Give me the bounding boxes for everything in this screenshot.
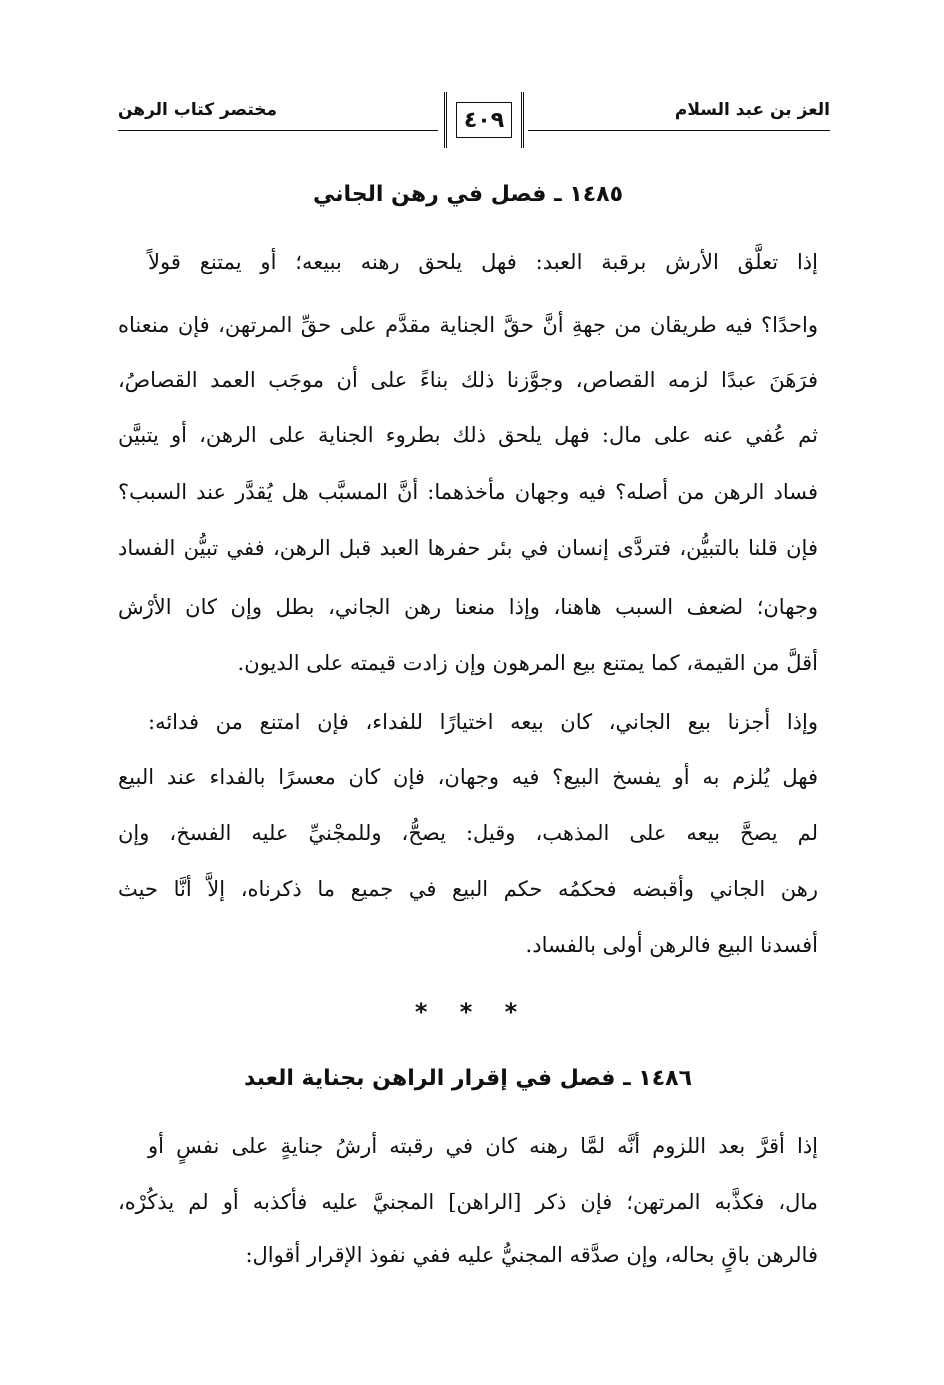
section-divider-ornament: * * *	[414, 998, 530, 1026]
text-line: إذا تعلَّق الأرش برقبة العبد: فهل يلحق رهنه ببيعه؛ أو يمتنع قولاً	[148, 250, 818, 274]
text-line: فرَهَنَ عبدًا لزمه القصاص، وجوَّزنا ذلك بناءً على أن موجَب العمد القصاصُ،	[118, 368, 818, 392]
text-line: فساد الرهن من أصله؟ فيه وجهان مأخذهما: أنَّ المسبَّب هل يُقدَّر عند السبب؟	[118, 480, 818, 504]
text-line: واحدًا؟ فيه طريقان من جهةِ أنَّ حقَّ الجناية مقدَّم على حقِّ المرتهن، فإن منعناه	[118, 313, 818, 337]
text-line: رهن الجاني وأقبضه فحكمُه حكم البيع في جميع ما ذكرناه، إلاَّ أنَّا حيث	[118, 877, 818, 901]
text-line: لم يصحَّ بيعه على المذهب، وقيل: يصحُّ، وللمجْنيِّ عليه الفسخ، وإن	[118, 821, 818, 845]
text-line: أفسدنا البيع فالرهن أولى بالفساد.	[525, 933, 818, 957]
text-line: إذا أقرَّ بعد اللزوم أنَّه لمَّا رهنه كان في رقبته أرشُ جنايةٍ على نفسٍ أو	[148, 1134, 818, 1158]
page-number-frame	[444, 92, 524, 148]
header-rule-left	[118, 130, 438, 131]
text-line: وجهان؛ لضعف السبب هاهنا، وإذا منعنا رهن الجاني، بطل وإن كان الأرْش	[118, 595, 819, 619]
section-heading-1486: ١٤٨٦ ـ فصل في إقرار الراهن بجناية العبد	[243, 1066, 693, 1091]
text-line: فهل يُلزم به أو يفسخ البيع؟ فيه وجهان، فإن كان معسرًا بالفداء عند البيع	[118, 765, 818, 789]
section-heading-1485: ١٤٨٥ ـ فصل في رهن الجاني	[312, 182, 624, 207]
header-author: العز بن عبد السلام	[674, 100, 830, 120]
page-number: ٤٠٩	[456, 102, 512, 138]
text-line: ثم عُفي عنه على مال: فهل يلحق ذلك بطروء الجناية على الرهن، أو يتبيَّن	[118, 423, 818, 447]
text-line: وإذا أجزنا بيع الجاني، كان بيعه اختيارًا للفداء، فإن امتنع من فدائه:	[148, 710, 818, 734]
header-book-title: مختصر كتاب الرهن	[118, 100, 278, 120]
text-line: فالرهن باقٍ بحاله، وإن صدَّقه المجنيُّ عليه ففي نفوذ الإقرار أقوال:	[245, 1243, 818, 1267]
text-line: أقلَّ من القيمة، كما يمتنع بيع المرهون وإن زادت قيمته على الديون.	[237, 651, 818, 675]
text-line: مال، فكذَّبه المرتهن؛ فإن ذكر [الراهن] المجنيَّ عليه فأكذبه أو لم يذكُرْه،	[118, 1190, 818, 1214]
running-header	[118, 92, 830, 152]
text-line: فإن قلنا بالتبيُّن، فتردَّى إنسان في بئر حفرها العبد قبل الرهن، ففي تبيُّن الفساد	[118, 536, 818, 560]
header-rule-right	[528, 130, 830, 131]
